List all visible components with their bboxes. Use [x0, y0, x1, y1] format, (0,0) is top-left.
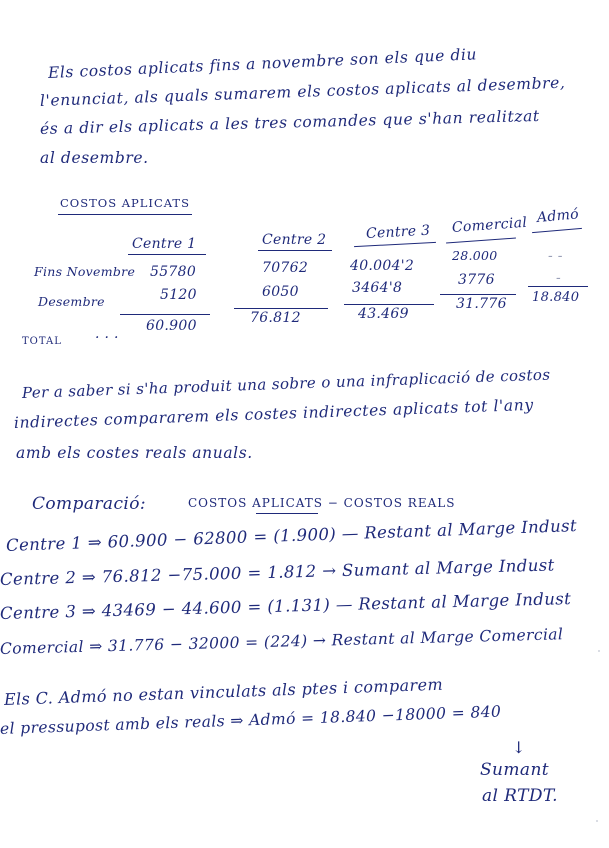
col-header-admo: Admó: [536, 206, 580, 226]
closing-line-1: Els C. Admó no estan vinculats als ptes i comparem: [3, 674, 444, 709]
cell-r1-c2: 70762: [262, 260, 309, 276]
intro-line-4: al desembre.: [40, 149, 149, 167]
sum-line-3: [344, 304, 434, 305]
total-dots: · · ·: [95, 330, 119, 346]
col-underline-4: [446, 238, 516, 244]
comparison-row-comercial: Comercial ⇒ 31.776 − 32000 = (224) → Restant al Marge Comercial: [0, 625, 564, 658]
col-header-centre-3: Centre 3: [365, 222, 431, 242]
col-underline-2: [258, 250, 332, 251]
cell-r1-c3: 40.004'2: [350, 258, 415, 274]
sum-line-2: [234, 308, 328, 309]
closing-line-3: Sumant: [480, 760, 550, 780]
total-c5: 18.840: [532, 290, 580, 305]
paper-speck: [596, 820, 598, 822]
middle-line-1: Per a saber si s'ha produit una sobre o una infraplicació de costos: [21, 365, 551, 402]
cell-r1-c5: ‐ ‐: [548, 248, 563, 264]
paper-speck: [598, 650, 600, 652]
intro-line-2: l'enunciat, als quals sumarem els costos aplicats al desembre,: [39, 73, 566, 110]
table-heading: COSTOS APLICATS: [60, 196, 190, 210]
cell-r2-c3: 3464'8: [352, 280, 403, 296]
cell-r2-c4: 3776: [458, 272, 495, 288]
col-header-centre-1: Centre 1: [132, 236, 197, 252]
intro-line-1: Els costos aplicats fins a novembre son els que diu: [47, 45, 478, 82]
total-label: TOTAL: [22, 336, 62, 347]
arrow-down-icon: ↓: [512, 738, 526, 757]
closing-line-4: al RTDT.: [482, 786, 558, 806]
total-c3: 43.469: [358, 306, 409, 322]
sum-line-1: [120, 314, 210, 315]
total-c4: 31.776: [456, 296, 507, 312]
table-heading-underline: [58, 214, 192, 215]
col-header-centre-2: Centre 2: [262, 232, 327, 248]
row-label-fins-novembre: Fins Novembre: [34, 264, 136, 279]
sum-line-4: [440, 294, 516, 295]
comparison-row-centre-3: Centre 3 ⇒ 43469 − 44.600 = (1.131) — Restant al Marge Indust: [0, 589, 572, 623]
cell-r1-c4: 28.000: [452, 248, 498, 263]
row-label-desembre: Desembre: [38, 294, 105, 309]
formula-underline: [256, 513, 318, 514]
col-underline-1: [128, 254, 206, 255]
cell-r2-c5: ‐: [556, 270, 562, 286]
col-underline-5: [532, 228, 582, 233]
col-underline-3: [354, 242, 436, 247]
middle-line-2: indirectes compararem els costes indirectes aplicats tot l'any: [13, 395, 534, 432]
comparison-label: Comparació:: [32, 494, 146, 514]
comparison-row-centre-1: Centre 1 ⇒ 60.900 − 62800 = (1.900) — Restant al Marge Indust: [5, 516, 578, 555]
cell-r1-c1: 55780: [150, 264, 197, 280]
middle-line-3: amb els costes reals anuals.: [16, 444, 253, 462]
cell-r2-c2: 6050: [262, 284, 299, 300]
total-c2: 76.812: [250, 310, 301, 326]
sum-line-5: [528, 286, 588, 287]
comparison-row-centre-2: Centre 2 ⇒ 76.812 −75.000 = 1.812 → Sumant al Marge Indust: [0, 555, 555, 589]
cell-r2-c1: 5120: [160, 287, 197, 303]
comparison-formula: COSTOS APLICATS − COSTOS REALS: [188, 496, 456, 510]
intro-line-3: és a dir els aplicats a les tres comandes que s'han realitzat: [39, 106, 540, 138]
total-c1: 60.900: [146, 318, 197, 334]
closing-line-2: el pressupost amb els reals ⇒ Admó = 18.840 −18000 = 840: [0, 702, 502, 738]
col-header-comercial: Comercial: [451, 214, 528, 236]
